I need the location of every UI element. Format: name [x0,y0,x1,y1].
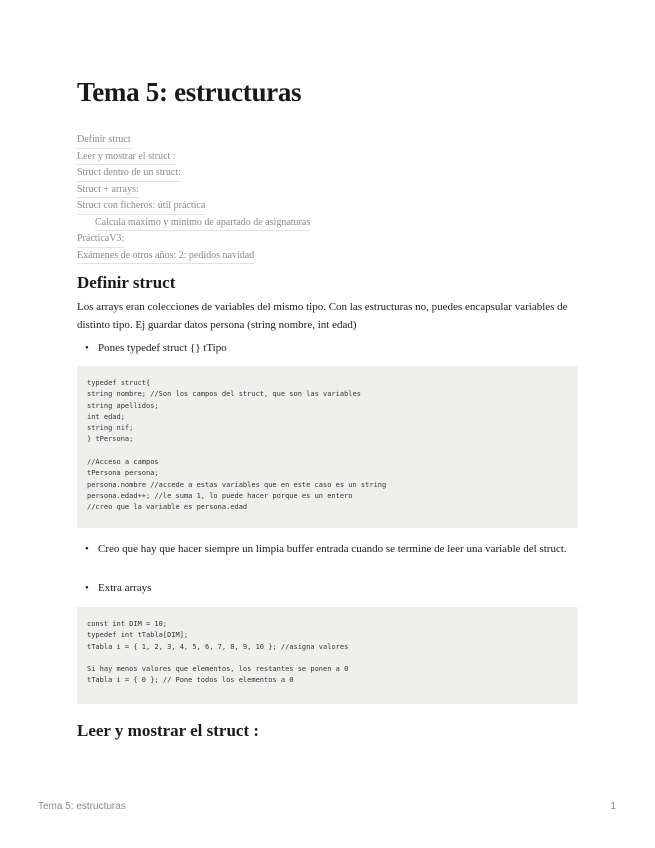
code-block-struct: typedef struct{ string nombre; //Son los campos del struct, que son las variables string apellidos; int edad; string nif; } tPersona; //Acceso a campos tPersona persona; persona.nombre //accede a estas variables que en este caso es un string persona.edad++; //le suma 1, lo puede hacer porque es un entero //creo que la variable es persona.edad [77,366,578,528]
toc-link-struct-arrays[interactable]: Struct + arrays: [77,182,139,199]
toc-link-struct-ficheros[interactable]: Struct con ficheros: útil práctica [77,198,205,215]
toc-link-struct-dentro[interactable]: Struct dentro de un struct: [77,165,181,182]
page-title: Tema 5: estructuras [77,77,302,107]
code-block-arrays: const int DIM = 10; typedef int tTabla[DIM]; tTabla i = { 1, 2, 3, 4, 5, 6, 7, 8, 9, 10 }; //asigna valores Si hay menos valores que elementos, los restantes se ponen a 0 tTabla i = { 0 }; // Pone todos los elementos a 0 [77,607,578,704]
bullet-icon: • [85,543,89,555]
list-item [85,580,578,596]
bullet-text: Creo que hay que hacer siempre un limpia buffer entrada cuando se termine de leer una variable del struct. [98,543,567,555]
bullet-icon: • [85,582,89,594]
toc-link-calcula-maximo[interactable]: Calcula maximo y minimo de apartado de asignaturas [95,215,310,232]
intro-paragraph: Los arrays eran colecciones de variables del mismo tipo. Con las estructuras no, puedes encapsular variables de distinto tipo. Ej guardar datos persona (string nombre, int edad) [77,301,568,331]
bullet-text: Pones typedef struct {} tTipo [98,342,227,354]
bullet-icon: • [85,342,89,354]
toc-link-definir-struct[interactable]: Definir struct [77,132,131,149]
section-heading-definir-struct: Definir struct [77,273,176,292]
bullet-text: Extra arrays [98,582,152,594]
footer-doc-title: Tema 5: estructuras [38,801,126,812]
footer-page-number: 1 [610,801,616,812]
toc-link-practica-v3[interactable]: PrácticaV3: [77,231,124,248]
section-heading-leer-mostrar: Leer y mostrar el struct : [77,721,260,740]
list-item [85,340,578,356]
toc-link-leer-mostrar[interactable]: Leer y mostrar el struct : [77,149,176,166]
toc-link-examenes[interactable]: Exámenes de otros años: 2: pedidos navidad [77,248,254,265]
table-of-contents [77,132,310,264]
list-item [85,541,578,557]
